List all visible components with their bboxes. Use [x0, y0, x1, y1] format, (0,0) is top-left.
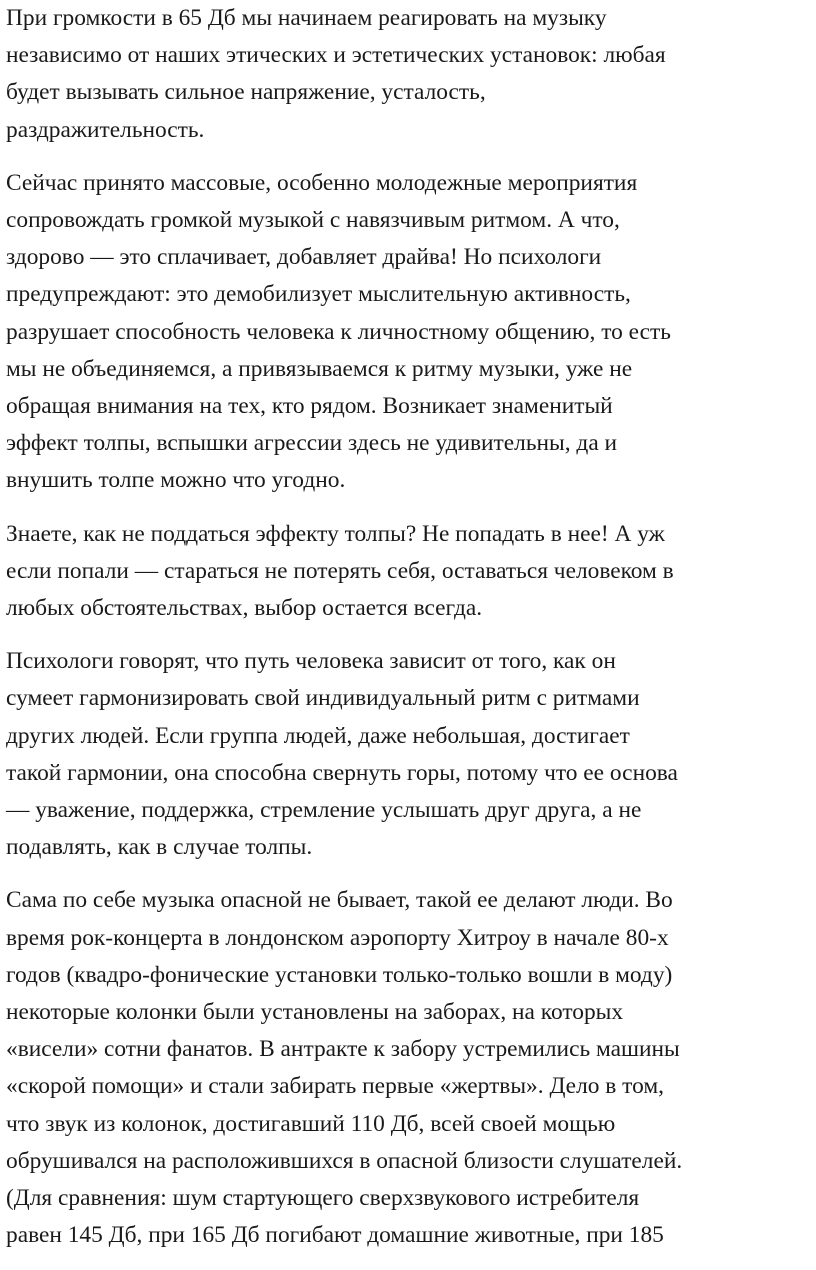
- text-line: сопровождать громкой музыкой с навязчивым ритмом. А что,: [6, 207, 620, 234]
- text-line: время рок-концерта в лондонском аэропорту Хитроу в начале 80-х: [6, 924, 669, 951]
- text-line: некоторые колонки были установлены на заборах, на которых: [6, 999, 624, 1026]
- text-line: Сейчас принято массовые, особенно молодежные мероприятия: [6, 169, 638, 196]
- text-line: обращая внимания на тех, кто рядом. Возникает знаменитый: [6, 393, 613, 420]
- text-line: Психологи говорят, что путь человека зависит от того, как он: [6, 648, 616, 675]
- text-line: мы не объединяемся, а привязываемся к ритму музыки, уже не: [6, 355, 633, 382]
- paragraph-crowd-effect: [6, 516, 816, 628]
- paragraph-volume-65db: [6, 0, 816, 149]
- text-line: любых обстоятельствах, выбор остается всегда.: [6, 595, 483, 622]
- paragraph-psychologists-rhythm: [6, 643, 816, 866]
- text-line: равен 145 Дб, при 165 Дб погибают домашние животные, при 185: [6, 1222, 664, 1249]
- text-line: такой гармонии, она способна свернуть горы, потому что ее основа: [6, 759, 678, 786]
- text-line: — уважение, поддержка, стремление услышать друг друга, а не: [6, 797, 642, 824]
- text-line: других людей. Если группа людей, даже небольшая, достигает: [6, 722, 630, 749]
- text-line: обрушивался на расположившихся в опасной близости слушателей.: [6, 1147, 683, 1174]
- text-line: эффект толпы, вспышки агрессии здесь не удивительны, да и: [6, 430, 618, 457]
- text-line: сумеет гармонизировать свой индивидуальный ритм с ритмами: [6, 685, 640, 712]
- text-line: предупреждают: это демобилизует мыслительную активность,: [6, 281, 631, 308]
- text-line: если попали — стараться не потерять себя, оставаться человеком в: [6, 557, 674, 584]
- document-page: [6, 0, 816, 1255]
- text-line: независимо от наших этических и эстетических установок: любая: [6, 42, 666, 69]
- text-line: (Для сравнения: шум стартующего сверхзвукового истребителя: [6, 1185, 640, 1212]
- text-line: «висели» сотни фанатов. В антракте к забору устремились машины: [6, 1036, 680, 1063]
- paragraph-youth-events: [6, 165, 816, 500]
- text-line: подавлять, как в случае толпы.: [6, 834, 313, 861]
- text-line: Сама по себе музыка опасной не бывает, такой ее делают люди. Во: [6, 887, 673, 914]
- text-line: раздражительность.: [6, 116, 205, 143]
- text-line: будет вызывать сильное напряжение, усталость,: [6, 79, 486, 106]
- text-line: что звук из колонок, достигавший 110 Дб, всей своей мощью: [6, 1110, 616, 1137]
- text-line: При громкости в 65 Дб мы начинаем реагировать на музыку: [6, 5, 607, 31]
- text-line: «скорой помощи» и стали забирать первые «жертвы». Дело в том,: [6, 1073, 664, 1100]
- paragraph-rock-concert: [6, 882, 816, 1254]
- text-line: годов (квадро-фонические установки только-только вошли в моду): [6, 961, 673, 988]
- text-line: здорово — это сплачивает, добавляет драйва! Но психологи: [6, 244, 602, 271]
- text-line: Знаете, как не поддаться эффекту толпы? Не попадать в нее! А уж: [6, 520, 665, 547]
- text-line: внушить толпе можно что угодно.: [6, 467, 346, 494]
- text-line: разрушает способность человека к личностному общению, то есть: [6, 318, 671, 345]
